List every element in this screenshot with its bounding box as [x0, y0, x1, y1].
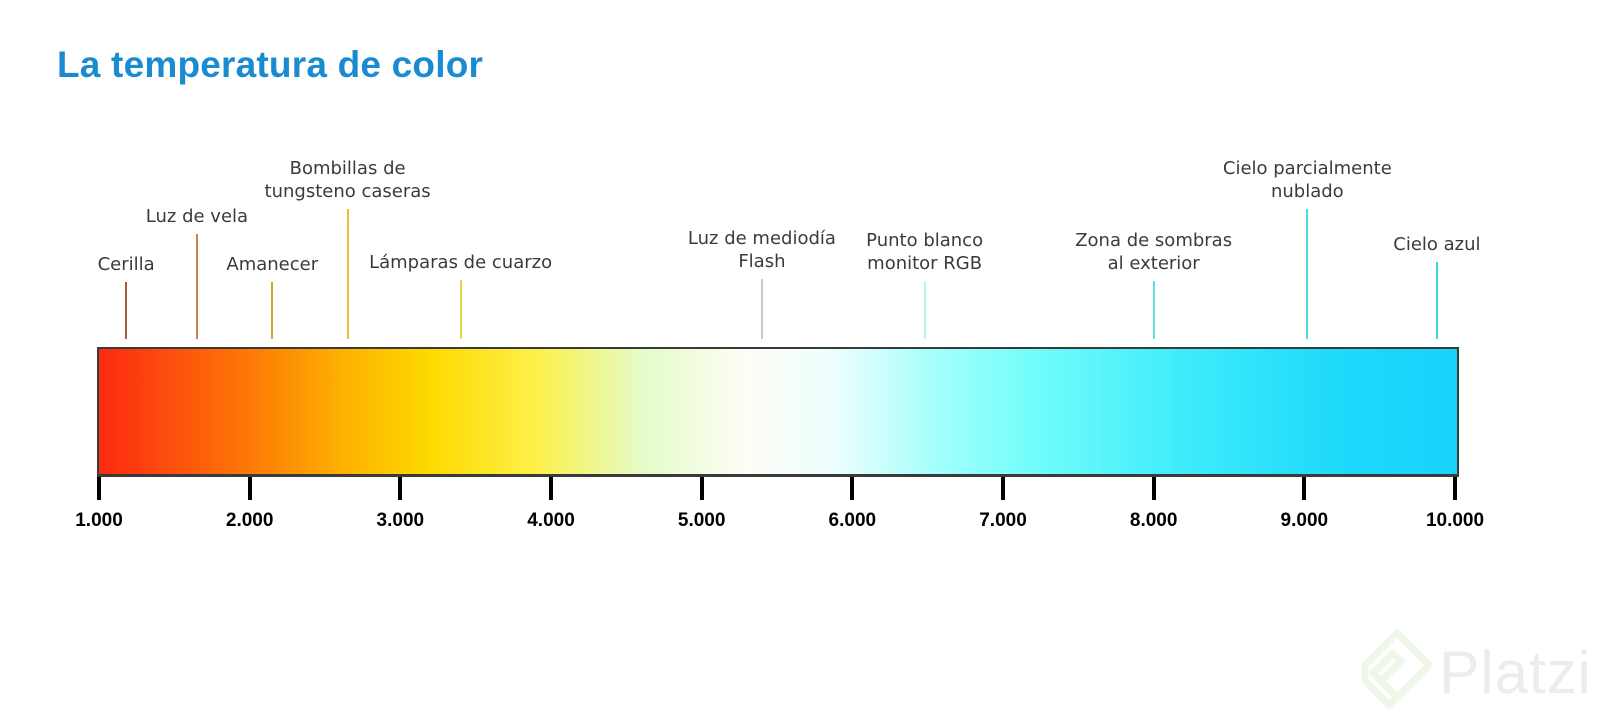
axis-line — [97, 475, 1459, 477]
label-lamparas-cuarzo — [331, 251, 591, 274]
label-line: Amanecer — [226, 254, 319, 275]
axis-tick-label: 8.000 — [1129, 510, 1178, 531]
marker-line-luz-mediodia — [761, 279, 763, 339]
axis-tick-label: 3.000 — [376, 510, 425, 531]
axis-tick — [97, 477, 101, 500]
label-zona-sombras — [1024, 229, 1284, 275]
label-punto-blanco — [795, 229, 1055, 275]
color-spectrum-bar — [97, 347, 1459, 476]
label-line: Bombillas de — [289, 158, 406, 179]
marker-line-luz-de-vela — [196, 234, 198, 339]
label-cielo-parcial — [1177, 157, 1437, 203]
label-line: Luz de mediodía — [687, 228, 836, 249]
axis-tick-label: 10.000 — [1425, 510, 1485, 531]
label-cielo-azul — [1307, 233, 1567, 256]
label-luz-de-vela — [67, 205, 327, 228]
axis-tick-label: 7.000 — [979, 510, 1027, 531]
label-line: monitor RGB — [867, 253, 983, 274]
platzi-logo-icon — [1361, 629, 1433, 715]
label-line: Zona de sombras — [1075, 230, 1233, 251]
axis-tick — [398, 477, 402, 500]
axis-tick — [1001, 477, 1005, 500]
axis-tick — [1302, 477, 1306, 500]
marker-line-zona-sombras — [1153, 281, 1155, 339]
axis-tick — [1152, 477, 1156, 500]
label-line: Luz de vela — [145, 206, 249, 227]
label-line: nublado — [1270, 181, 1344, 202]
marker-line-bombillas-tungsteno — [347, 209, 349, 339]
axis-tick — [1453, 477, 1457, 500]
axis-tick — [850, 477, 854, 500]
axis-tick-label: 6.000 — [828, 510, 877, 531]
label-bombillas-tungsteno — [218, 157, 478, 203]
axis-tick-label: 1.000 — [75, 510, 123, 531]
axis-tick-label: 4.000 — [527, 510, 575, 531]
watermark-text: Platzi — [1439, 638, 1592, 706]
label-line: Flash — [738, 251, 786, 272]
label-line: al exterior — [1107, 253, 1200, 274]
axis-tick — [700, 477, 704, 500]
marker-line-amanecer — [271, 282, 273, 339]
axis-tick-label: 9.000 — [1280, 510, 1329, 531]
marker-line-cerilla — [125, 282, 127, 339]
page-title: La temperatura de color — [57, 44, 484, 85]
label-line: tungsteno caseras — [264, 181, 431, 202]
marker-line-lamparas-cuarzo — [460, 280, 462, 339]
axis-tick-label: 5.000 — [677, 510, 726, 531]
label-line: Cielo parcialmente — [1222, 158, 1392, 179]
label-line: Cielo azul — [1393, 234, 1481, 255]
axis-tick-label: 2.000 — [225, 510, 274, 531]
platzi-watermark — [1361, 629, 1592, 715]
marker-line-cielo-azul — [1436, 262, 1438, 339]
label-line: Cerilla — [97, 254, 155, 275]
marker-line-punto-blanco — [924, 281, 926, 339]
axis-tick — [549, 477, 553, 500]
axis-tick — [248, 477, 252, 500]
label-line: Punto blanco — [866, 230, 984, 251]
label-line: Lámparas de cuarzo — [369, 252, 553, 273]
marker-line-cielo-parcial — [1306, 209, 1308, 339]
